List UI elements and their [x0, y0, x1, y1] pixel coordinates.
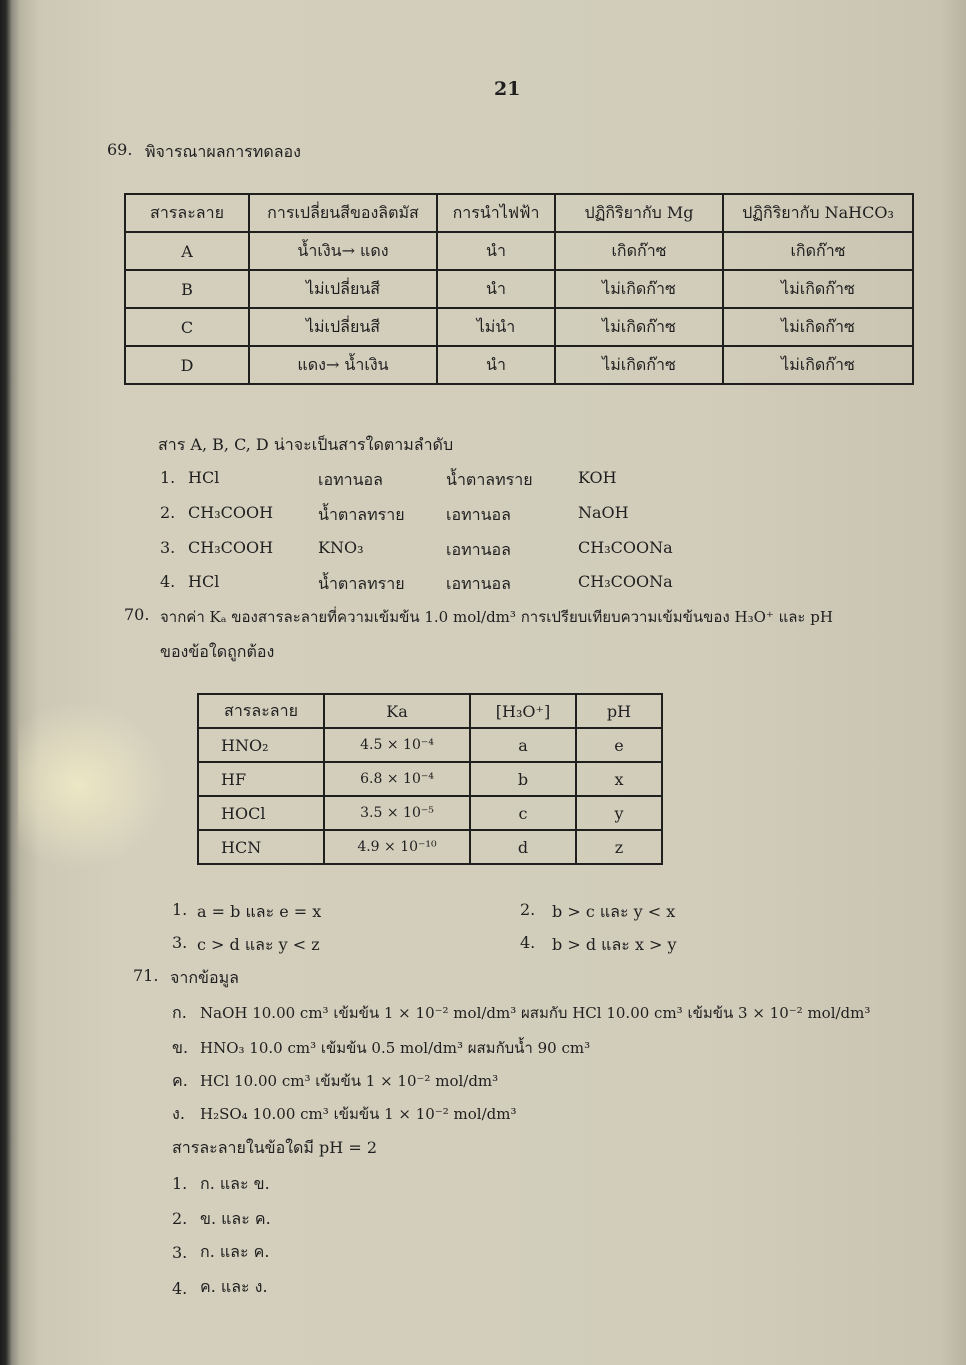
- table-row: [198, 830, 662, 864]
- table-cell: A: [125, 232, 249, 270]
- table-header-row: [125, 194, 913, 232]
- q71-stem: จากข้อมูล: [170, 968, 239, 987]
- table-header-cell: การนำไฟฟ้า: [437, 194, 555, 232]
- table-row: [125, 346, 913, 384]
- q70-table: [197, 693, 663, 865]
- choice-text: NaOH: [578, 503, 629, 522]
- q71-question: สารละลายในข้อใดมี pH = 2: [172, 1138, 377, 1157]
- table-row: [198, 796, 662, 830]
- table-cell: 3.5 × 10⁻⁵: [324, 796, 470, 830]
- choice-text: KOH: [578, 468, 617, 487]
- choice-text: HCl: [188, 572, 220, 591]
- light-glare: [18, 700, 168, 870]
- table-cell: HNO₂: [198, 728, 324, 762]
- choice-number: 4.: [520, 933, 536, 952]
- choice-text: b > d และ x > y: [552, 935, 677, 954]
- q70-number: 70.: [124, 605, 150, 624]
- q70-stem-line1: จากค่า Kₐ ของสารละลายที่ความเข้มข้น 1.0 mol/dm³ การเปรียบเทียบความเข้มข้นของ H₃O⁺ และ pH: [160, 608, 833, 626]
- q69-table: [124, 193, 914, 385]
- choice-text: เอทานอล: [446, 574, 511, 593]
- table-cell: แดง→ น้ำเงิน: [249, 346, 437, 384]
- table-header-cell: [H₃O⁺]: [470, 694, 576, 728]
- table-cell: นำ: [437, 232, 555, 270]
- choice-text: เอทานอล: [318, 470, 383, 489]
- table-cell: D: [125, 346, 249, 384]
- table-cell: น้ำเงิน→ แดง: [249, 232, 437, 270]
- item-label: ค.: [172, 1071, 188, 1090]
- table-cell: ไม่เกิดก๊าซ: [555, 346, 723, 384]
- choice-text: c > d และ y < z: [197, 935, 320, 954]
- table-cell: ไม่เกิดก๊าซ: [555, 270, 723, 308]
- table-cell: c: [470, 796, 576, 830]
- table-cell: HCN: [198, 830, 324, 864]
- choice-number: 1.: [172, 1174, 188, 1193]
- table-header-cell: สารละลาย: [125, 194, 249, 232]
- choice-text: CH₃COONa: [578, 538, 673, 557]
- choice-number: 3.: [172, 1243, 188, 1262]
- choice-text: ก. และ ข.: [200, 1174, 270, 1193]
- choice-text: เอทานอล: [446, 505, 511, 524]
- table-cell: 4.5 × 10⁻⁴: [324, 728, 470, 762]
- choice-text: เอทานอล: [446, 540, 511, 559]
- choice-number: 2.: [172, 1209, 188, 1228]
- table-cell: ไม่เปลี่ยนสี: [249, 270, 437, 308]
- item-text: HCl 10.00 cm³ เข้มข้น 1 × 10⁻² mol/dm³: [200, 1072, 499, 1090]
- choice-text: CH₃COOH: [188, 538, 274, 557]
- table-cell: B: [125, 270, 249, 308]
- table-cell: เกิดก๊าซ: [723, 232, 913, 270]
- table-cell: HOCl: [198, 796, 324, 830]
- choice-number: 3.: [160, 538, 176, 557]
- table-row: [198, 762, 662, 796]
- table-cell: z: [576, 830, 662, 864]
- table-cell: ไม่เกิดก๊าซ: [723, 346, 913, 384]
- choice-number: 2.: [520, 900, 536, 919]
- table-cell: 6.8 × 10⁻⁴: [324, 762, 470, 796]
- table-cell: d: [470, 830, 576, 864]
- choice-text: ก. และ ค.: [200, 1242, 270, 1261]
- table-header-cell: การเปลี่ยนสีของลิตมัส: [249, 194, 437, 232]
- table-header-row: [198, 694, 662, 728]
- table-row: [125, 308, 913, 346]
- choice-number: 1.: [172, 900, 188, 919]
- q69-question: สาร A, B, C, D น่าจะเป็นสารใดตามลำดับ: [158, 435, 454, 454]
- q71-number: 71.: [133, 966, 159, 985]
- table-cell: HF: [198, 762, 324, 796]
- choice-text: น้ำตาลทราย: [318, 505, 405, 524]
- choice-text: HCl: [188, 468, 220, 487]
- table-row: [125, 270, 913, 308]
- item-label: ง.: [172, 1104, 185, 1123]
- q70-stem-line2: ของข้อใดถูกต้อง: [160, 642, 275, 661]
- table-header-cell: ปฏิกิริยากับ NaHCO₃: [723, 194, 913, 232]
- table-header-cell: ปฏิกิริยากับ Mg: [555, 194, 723, 232]
- table-header-cell: pH: [576, 694, 662, 728]
- table-cell: ไม่เกิดก๊าซ: [723, 308, 913, 346]
- page-number: 21: [494, 78, 521, 100]
- choice-number: 4.: [172, 1279, 188, 1298]
- table-cell: y: [576, 796, 662, 830]
- table-row: [125, 232, 913, 270]
- table-cell: 4.9 × 10⁻¹⁰: [324, 830, 470, 864]
- q69-stem: พิจารณาผลการทดลอง: [145, 142, 301, 161]
- table-cell: ไม่เปลี่ยนสี: [249, 308, 437, 346]
- table-cell: นำ: [437, 346, 555, 384]
- table-cell: x: [576, 762, 662, 796]
- table-cell: b: [470, 762, 576, 796]
- table-cell: e: [576, 728, 662, 762]
- item-text: NaOH 10.00 cm³ เข้มข้น 1 × 10⁻² mol/dm³ ผสมกับ HCl 10.00 cm³ เข้มข้น 3 × 10⁻² mol/dm³: [200, 1004, 871, 1022]
- choice-text: น้ำตาลทราย: [318, 574, 405, 593]
- q69-number: 69.: [107, 140, 133, 159]
- choice-text: ข. และ ค.: [200, 1209, 271, 1228]
- choice-text: KNO₃: [318, 538, 364, 557]
- choice-number: 4.: [160, 572, 176, 591]
- table-cell: ไม่นำ: [437, 308, 555, 346]
- table-header-cell: สารละลาย: [198, 694, 324, 728]
- item-label: ก.: [172, 1003, 187, 1022]
- choice-number: 1.: [160, 468, 176, 487]
- choice-text: น้ำตาลทราย: [446, 470, 533, 489]
- choice-number: 2.: [160, 503, 176, 522]
- table-cell: เกิดก๊าซ: [555, 232, 723, 270]
- item-text: HNO₃ 10.0 cm³ เข้มข้น 0.5 mol/dm³ ผสมกับน้ำ 90 cm³: [200, 1039, 591, 1057]
- choice-text: CH₃COONa: [578, 572, 673, 591]
- item-label: ข.: [172, 1038, 189, 1057]
- choice-number: 3.: [172, 933, 188, 952]
- choice-text: ค. และ ง.: [200, 1277, 268, 1296]
- table-cell: ไม่เกิดก๊าซ: [555, 308, 723, 346]
- table-cell: ไม่เกิดก๊าซ: [723, 270, 913, 308]
- table-cell: นำ: [437, 270, 555, 308]
- table-header-cell: Ka: [324, 694, 470, 728]
- choice-text: a = b และ e = x: [197, 902, 322, 921]
- table-cell: C: [125, 308, 249, 346]
- table-cell: a: [470, 728, 576, 762]
- item-text: H₂SO₄ 10.00 cm³ เข้มข้น 1 × 10⁻² mol/dm³: [200, 1105, 517, 1123]
- choice-text: b > c และ y < x: [552, 902, 676, 921]
- choice-text: CH₃COOH: [188, 503, 274, 522]
- table-row: [198, 728, 662, 762]
